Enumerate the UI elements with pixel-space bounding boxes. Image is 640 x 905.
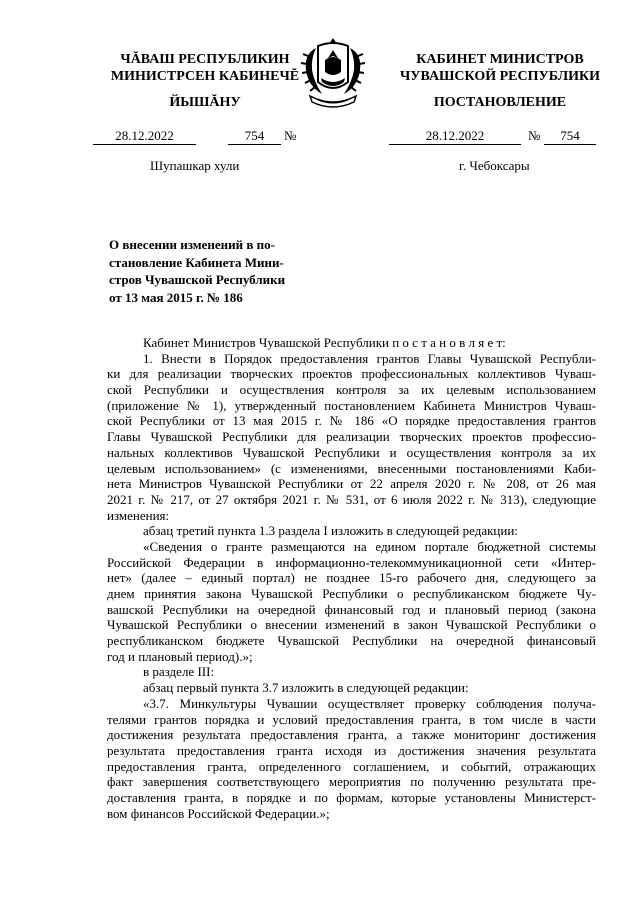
header-left-line-2: МИНИСТРСЕН КАБИНЕЧĔ <box>110 69 300 84</box>
body-text-line: республиканском бюджете Чувашской Республики на очередной финансовый <box>107 633 596 649</box>
body-text-line: абзац третий пункта 1.3 раздела I изложить в следующей редакции: <box>143 523 518 539</box>
header-right-line-1: КАБИНЕТ МИНИСТРОВ <box>416 52 584 67</box>
header-left-line-1: ЧĂВАШ РЕСПУБЛИКИН <box>120 52 290 67</box>
body-text-line: 2021 г. № 217, от 27 октября 2021 г. № 531, от 6 июля 2022 г. № 313), следующие <box>107 491 596 507</box>
body-text-line: днем принятия закона Чувашской Республики о республиканском бюджете Чу- <box>107 586 596 601</box>
body-text-line: ской Республики и осуществления контроля за их целевым использованием <box>107 382 596 398</box>
body-text-line: «Сведения о гранте размещаются на едином портале бюджетной системы <box>143 538 596 554</box>
body-text-line: год и плановый период).»; <box>107 648 253 664</box>
title-line: становление Кабинета Мини- <box>109 254 284 270</box>
date-left: 28.12.2022 <box>93 128 196 145</box>
title-line: О внесении изменений в по- <box>109 237 275 252</box>
body-text-line: изменения: <box>107 507 170 523</box>
body-text-line: результата предоставления гранта исходя из достижения значения результата <box>107 742 596 758</box>
body-text-line: ской Республики от 13 мая 2015 г. № 186 «О порядке предоставления грантов <box>107 413 596 429</box>
body-text-line: предоставления гранта, определенного соглашением, и событий, отражающих <box>107 758 596 774</box>
body-text-line: доставления гранта, в порядке и по формам, которые установлены Министерст- <box>107 789 596 805</box>
body-text-line: (приложение № 1), утвержденный постановлением Кабинета Министров Чуваш- <box>107 397 596 413</box>
header-right <box>385 51 615 85</box>
number-sign-right: № <box>528 128 541 143</box>
body-text-line: 1. Внести в Порядок предоставления грантов Главы Чувашской Республи- <box>143 350 596 366</box>
number-left: 754 <box>228 128 281 145</box>
body-text-line: вом финансов Российской Федерации.»; <box>107 805 330 821</box>
body-text-line: нальных коллективов Чувашской Республики и осуществления контроля за их <box>107 444 596 460</box>
body-text-line: Главы Чувашской Республики для реализации творческих проектов профессио- <box>107 429 596 445</box>
place-right: г. Чебоксары <box>459 158 530 173</box>
number-right: 754 <box>544 128 596 145</box>
document-body <box>107 335 596 821</box>
body-text-line: нета Министров Чувашской Республики от 22 апреля 2020 г. № 208, от 26 мая <box>107 476 596 492</box>
title-line: стров Чувашской Республики <box>109 272 286 287</box>
body-text-line: «3.7. Минкультуры Чувашии осуществляет проверку соблюдения получа- <box>143 695 596 711</box>
title-line: от 13 мая 2015 г. № 186 <box>109 289 243 305</box>
body-text-line: вашской Республики на очередной финансовый год и плановый период (закона <box>107 601 596 617</box>
body-text-line: целевым использованием» (с изменениями, внесенными постановлениями Каби- <box>107 460 596 476</box>
place-left: Шупашкар хули <box>150 158 240 173</box>
header-right-line-2: ЧУВАШСКОЙ РЕСПУБЛИКИ <box>399 69 601 84</box>
date-right: 28.12.2022 <box>389 128 521 145</box>
body-text-line: Российской Федерации в информационно-телекоммуникационной сети «Интер- <box>107 554 596 570</box>
header-left <box>95 51 315 85</box>
body-text-line: абзац первый пункта 3.7 изложить в следующей редакции: <box>143 680 469 696</box>
body-text-line: ки для реализации творческих проектов профессиональных коллективов Чуваш- <box>107 366 596 382</box>
body-text-line: достижения результата предоставления гранта, а также мониторинг достижения <box>107 727 596 743</box>
body-text-line: нет» (далее – единый портал) не позднее 15-го рабочего дня, следующего за <box>107 570 596 586</box>
document-title <box>109 236 303 306</box>
doc-type-left: ЙЫШĂНУ <box>169 95 241 110</box>
number-sign-left: № <box>284 128 297 143</box>
body-text-line: Кабинет Министров Чувашской Республики п о с т а н о в л я е т: <box>143 335 506 350</box>
doc-type-right: ПОСТАНОВЛЕНИЕ <box>433 95 567 110</box>
body-text-line: телями грантов порядка и условий предоставления гранта, в том числе в части <box>107 711 596 727</box>
body-text-line: в разделе III: <box>143 664 215 680</box>
body-text-line: факт завершения соответствующего мероприятия по получению результата пре- <box>107 774 596 790</box>
body-text-line: Чувашской Республики о внесении изменений в закон Чувашской Республики о <box>107 617 596 633</box>
